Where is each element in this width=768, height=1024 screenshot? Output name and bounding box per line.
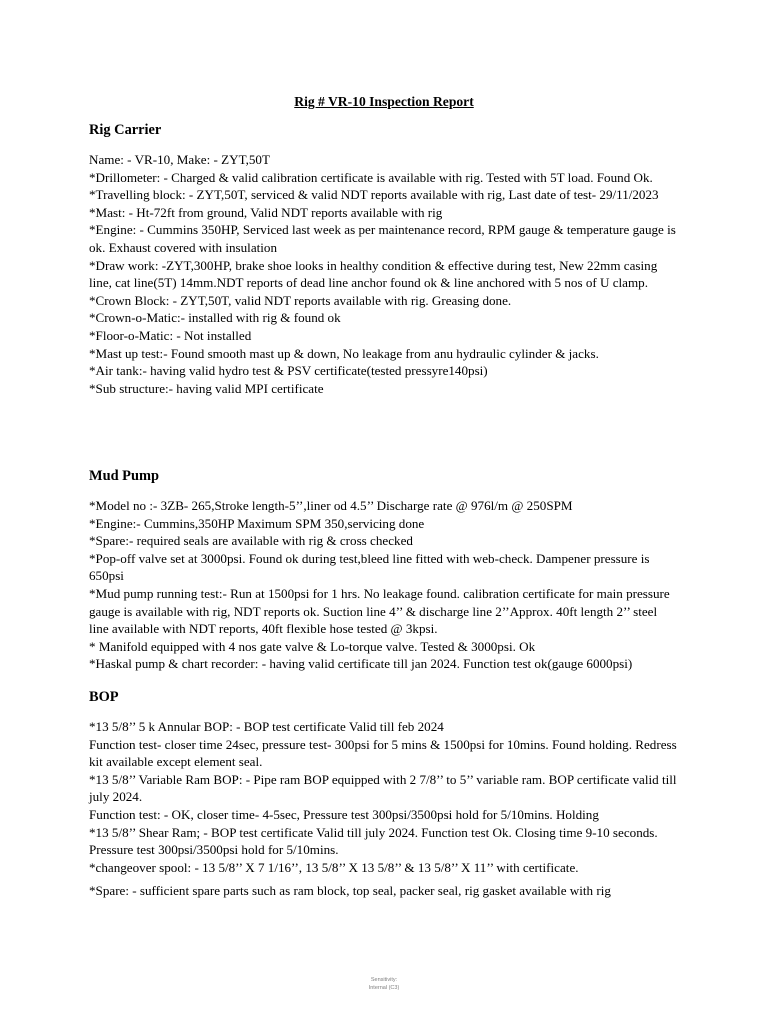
report-line: *Pop-off valve set at 3000psi. Found ok during test,bleed line fitted with web-check. Dampener pressure is 650psi xyxy=(89,550,650,584)
report-line: *Mast up test:- Found smooth mast up & down, No leakage from anu hydraulic cylinder & jacks. xyxy=(89,345,599,361)
report-line: *Travelling block: - ZYT,50T, serviced & valid NDT reports available with rig, Last date of test- 29/11/2023 xyxy=(89,187,659,203)
sensitivity-label xyxy=(0,976,768,992)
report-line: *Spare: - sufficient spare parts such as ram block, top seal, packer seal, rig gasket available with rig xyxy=(89,883,611,899)
section-heading: Mud Pump xyxy=(89,468,159,484)
report-title: Rig # VR-10 Inspection Report xyxy=(294,94,474,109)
report-line: *Sub structure:- having valid MPI certificate xyxy=(89,380,324,396)
report-line: *Engine: - Cummins 350HP, Serviced last week as per maintenance record, RPM gauge & temperature gauge is ok. Exhaust covered with insulation xyxy=(89,222,676,255)
report-line: *13 5/8’’ 5 k Annular BOP: - BOP test certificate Valid till feb 2024 xyxy=(89,719,444,734)
section-heading: BOP xyxy=(89,689,119,705)
sensitivity-line: Internal (C3) xyxy=(368,985,400,991)
report-line: *Spare:- required seals are available with rig & cross checked xyxy=(89,533,413,549)
report-line: *changeover spool: - 13 5/8’’ X 7 1/16’’, 13 5/8’’ X 13 5/8’’ & 13 5/8’’ X 11’’ with certificate. xyxy=(89,859,579,875)
sensitivity-line: Sensitivity: xyxy=(370,977,398,983)
report-line: *Air tank:- having valid hydro test & PSV certificate(tested pressyre140psi) xyxy=(89,363,488,379)
section-heading: Rig Carrier xyxy=(89,122,162,138)
report-line: *Draw work: -ZYT,300HP, brake shoe looks in healthy condition & effective during test, New 22mm casing line, cat line(5T) 14mm.NDT reports of dead line anchor found ok & line anchored with 5 nos of U clamp. xyxy=(89,257,658,291)
section-bop xyxy=(89,688,679,900)
report-line: Name: - VR-10, Make: - ZYT,50T xyxy=(89,152,270,167)
report-line: *Haskal pump & chart recorder: - having valid certificate till jan 2024. Function test ok(gauge 6000psi) xyxy=(89,656,633,672)
report-line: * Manifold equipped with 4 nos gate valve & Lo-torque valve. Tested & 3000psi. Ok xyxy=(89,638,536,654)
report-line: *Floor-o-Matic: - Not installed xyxy=(89,327,252,343)
report-line: *13 5/8’’ Variable Ram BOP: - Pipe ram BOP equipped with 2 7/8’’ to 5’’ variable ram. BOP certificate valid till july 2024. xyxy=(89,771,677,805)
report-line: *Engine:- Cummins,350HP Maximum SPM 350,servicing done xyxy=(89,515,425,531)
report-line: *Crown Block: - ZYT,50T, valid NDT reports available with rig. Greasing done. xyxy=(89,292,512,308)
section-mud-pump xyxy=(89,467,679,673)
report-line: *Mast: - Ht-72ft from ground, Valid NDT reports available with rig xyxy=(89,204,443,220)
report-line: *Drillometer: - Charged & valid calibration certificate is available with rig. Tested with 5T load. Found Ok. xyxy=(89,169,653,185)
report-line: Function test- closer time 24sec, pressure test- 300psi for 5 mins & 1500psi for 10mins. Found holding. Redress kit available except element seal. xyxy=(89,736,677,770)
report-line: *Model no :- 3ZB- 265,Stroke length-5’’,liner od 4.5’’ Discharge rate @ 976l/m @ 250SPM xyxy=(89,498,573,513)
report-line: *Crown-o-Matic:- installed with rig & found ok xyxy=(89,310,341,326)
report-line: *Mud pump running test:- Run at 1500psi for 1 hrs. No leakage found. calibration certificate for main pressure gauge is available with rig, NDT reports ok. Suction line 4’’ & discharge line 2’’Approx. 40ft length 2’’ steel line available with NDT reports, 40ft flexible hose tested @ 3kpsi. xyxy=(89,585,670,637)
section-rig-carrier xyxy=(89,121,679,397)
report-line: *13 5/8’’ Shear Ram; - BOP test certificate Valid till july 2024. Function test Ok. Closing time 9-10 seconds. Pressure test 300psi/3500psi hold for 5/10mins. xyxy=(89,824,658,858)
report-line: Function test: - OK, closer time- 4-5sec, Pressure test 300psi/3500psi hold for 5/10mins. Holding xyxy=(89,806,599,822)
